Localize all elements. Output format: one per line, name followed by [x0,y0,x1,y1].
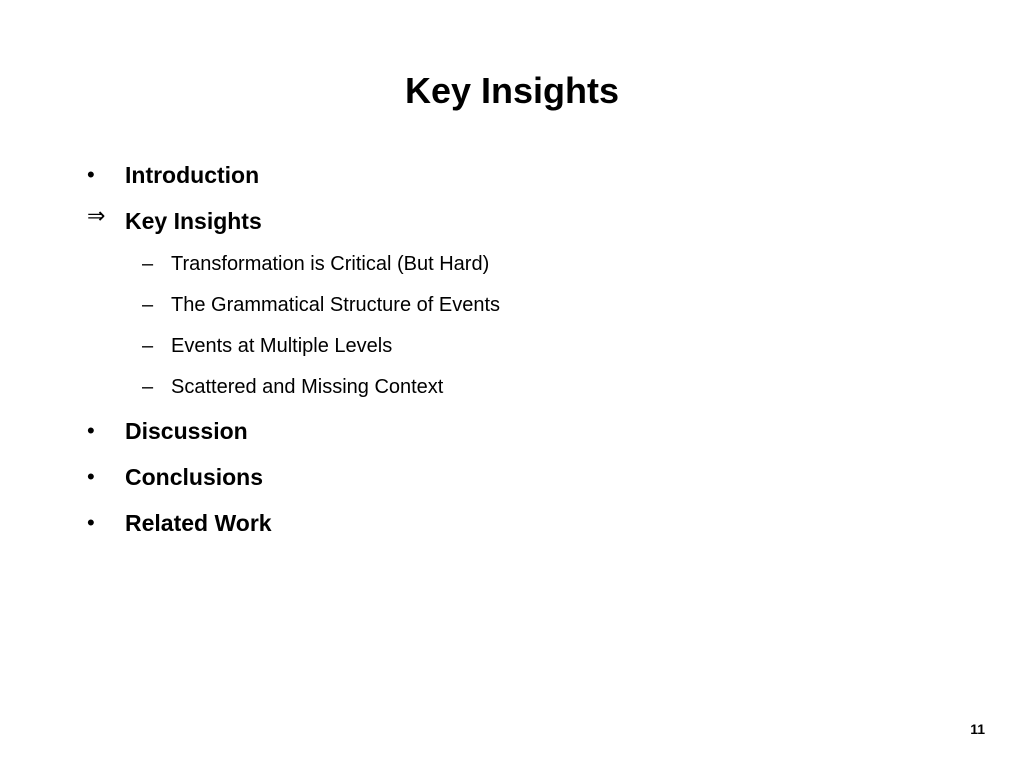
outline-subitem-label: Transformation is Critical (But Hard) [171,252,490,275]
outline-subitem-label: The Grammatical Structure of Events [171,293,501,316]
page-number: 11 [970,721,985,737]
bullet-icon: • [87,510,95,535]
bullet-icon: • [87,418,95,443]
outline-subitem-grammatical-structure [142,291,942,319]
bullet-icon: • [87,464,95,489]
dash-icon: – [142,334,154,357]
outline-item-label: Discussion [125,417,248,444]
dash-icon: – [142,375,154,398]
outline-item-conclusions [87,462,887,492]
slide-title: Key Insights [404,70,620,111]
dash-icon: – [142,252,154,275]
outline-subitem-transformation [142,250,942,278]
outline-item-key-insights-current [87,206,887,236]
outline-item-introduction [87,160,887,190]
outline-item-label: Related Work [125,509,272,536]
outline-item-discussion [87,416,887,446]
outline-item-label: Key Insights [125,207,262,234]
bullet-icon: • [87,162,95,187]
outline-subitem-multiple-levels [142,332,942,360]
outline-item-label: Conclusions [125,463,264,490]
outline-subitem-label: Scattered and Missing Context [171,375,444,398]
outline-subitem-label: Events at Multiple Levels [171,334,393,357]
outline-item-label: Introduction [125,161,260,188]
outline-item-related-work [87,508,887,538]
dash-icon: – [142,293,154,316]
current-section-arrow-icon: ⇒ [87,204,106,229]
outline-subitem-missing-context [142,373,942,401]
